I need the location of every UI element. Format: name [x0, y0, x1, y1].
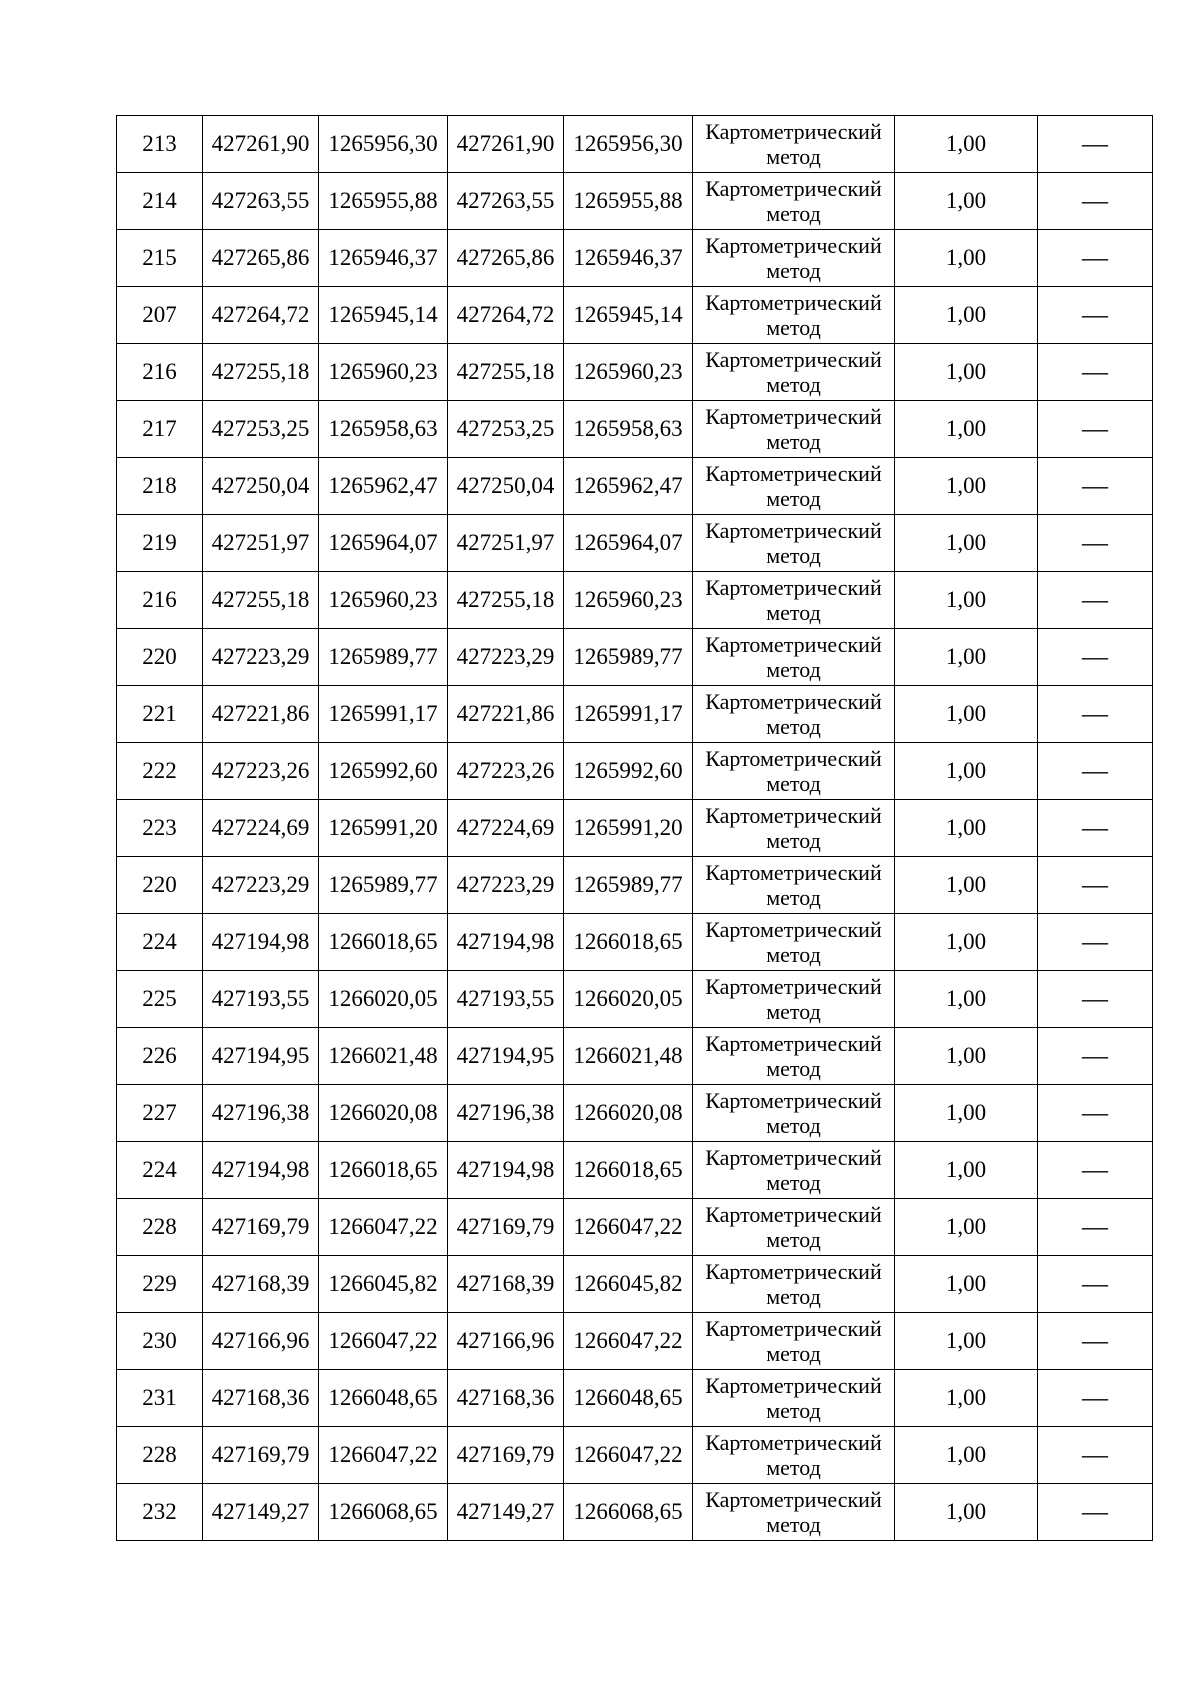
x-existing-cell: 427264,72 — [203, 287, 319, 344]
accuracy-cell: 1,00 — [895, 572, 1038, 629]
method-line-2: метод — [766, 1341, 821, 1366]
table-row — [117, 1085, 1153, 1142]
y-existing-cell: 1266021,48 — [319, 1028, 448, 1085]
y-existing-cell: 1265958,63 — [319, 401, 448, 458]
accuracy-cell: 1,00 — [895, 914, 1038, 971]
y-existing-cell: 1266047,22 — [319, 1199, 448, 1256]
x-existing-cell: 427263,55 — [203, 173, 319, 230]
y-existing-cell: 1266068,65 — [319, 1484, 448, 1541]
y-existing-cell: 1265991,20 — [319, 800, 448, 857]
y-refined-cell: 1266048,65 — [564, 1370, 693, 1427]
method-line-2: метод — [766, 771, 821, 796]
x-existing-cell: 427196,38 — [203, 1085, 319, 1142]
method-line-2: метод — [766, 942, 821, 967]
note-cell: — — [1038, 743, 1153, 800]
method-line-2: метод — [766, 144, 821, 169]
method-cell — [693, 1370, 895, 1427]
note-cell: — — [1038, 401, 1153, 458]
y-refined-cell: 1265962,47 — [564, 458, 693, 515]
x-refined-cell: 427255,18 — [448, 572, 564, 629]
table-row — [117, 173, 1153, 230]
point-number-cell: 231 — [117, 1370, 203, 1427]
point-number-cell: 216 — [117, 344, 203, 401]
method-cell — [693, 629, 895, 686]
accuracy-cell: 1,00 — [895, 401, 1038, 458]
method-line-1: Картометрический — [705, 1031, 882, 1056]
table-row — [117, 971, 1153, 1028]
method-cell — [693, 1142, 895, 1199]
method-line-1: Картометрический — [705, 803, 882, 828]
method-line-2: метод — [766, 1512, 821, 1537]
method-cell — [693, 344, 895, 401]
x-existing-cell: 427251,97 — [203, 515, 319, 572]
method-line-2: метод — [766, 372, 821, 397]
x-existing-cell: 427194,98 — [203, 914, 319, 971]
accuracy-cell: 1,00 — [895, 1484, 1038, 1541]
y-existing-cell: 1265991,17 — [319, 686, 448, 743]
x-existing-cell: 427169,79 — [203, 1427, 319, 1484]
x-existing-cell: 427253,25 — [203, 401, 319, 458]
y-refined-cell: 1265991,17 — [564, 686, 693, 743]
method-line-2: метод — [766, 543, 821, 568]
x-refined-cell: 427149,27 — [448, 1484, 564, 1541]
x-refined-cell: 427196,38 — [448, 1085, 564, 1142]
method-line-2: метод — [766, 600, 821, 625]
x-existing-cell: 427169,79 — [203, 1199, 319, 1256]
method-line-2: метод — [766, 1284, 821, 1309]
accuracy-cell: 1,00 — [895, 629, 1038, 686]
note-cell: — — [1038, 971, 1153, 1028]
point-number-cell: 225 — [117, 971, 203, 1028]
method-cell — [693, 116, 895, 173]
x-refined-cell: 427250,04 — [448, 458, 564, 515]
method-cell — [693, 800, 895, 857]
x-refined-cell: 427223,26 — [448, 743, 564, 800]
x-existing-cell: 427261,90 — [203, 116, 319, 173]
note-cell: — — [1038, 1085, 1153, 1142]
y-refined-cell: 1266018,65 — [564, 1142, 693, 1199]
point-number-cell: 227 — [117, 1085, 203, 1142]
y-existing-cell: 1265955,88 — [319, 173, 448, 230]
method-cell — [693, 287, 895, 344]
table-row — [117, 401, 1153, 458]
method-cell — [693, 971, 895, 1028]
method-line-2: метод — [766, 999, 821, 1024]
x-existing-cell: 427166,96 — [203, 1313, 319, 1370]
x-refined-cell: 427251,97 — [448, 515, 564, 572]
x-refined-cell: 427263,55 — [448, 173, 564, 230]
accuracy-cell: 1,00 — [895, 287, 1038, 344]
point-number-cell: 220 — [117, 629, 203, 686]
method-line-2: метод — [766, 258, 821, 283]
method-cell — [693, 401, 895, 458]
method-cell — [693, 1199, 895, 1256]
note-cell: — — [1038, 344, 1153, 401]
point-number-cell: 224 — [117, 1142, 203, 1199]
method-line-1: Картометрический — [705, 917, 882, 942]
method-cell — [693, 686, 895, 743]
x-existing-cell: 427168,36 — [203, 1370, 319, 1427]
point-number-cell: 232 — [117, 1484, 203, 1541]
method-line-1: Картометрический — [705, 347, 882, 372]
note-cell: — — [1038, 686, 1153, 743]
table-row — [117, 344, 1153, 401]
x-existing-cell: 427193,55 — [203, 971, 319, 1028]
x-refined-cell: 427261,90 — [448, 116, 564, 173]
x-existing-cell: 427221,86 — [203, 686, 319, 743]
point-number-cell: 222 — [117, 743, 203, 800]
table-row — [117, 515, 1153, 572]
method-line-1: Картометрический — [705, 290, 882, 315]
accuracy-cell: 1,00 — [895, 230, 1038, 287]
method-cell — [693, 1484, 895, 1541]
y-refined-cell: 1266020,05 — [564, 971, 693, 1028]
accuracy-cell: 1,00 — [895, 1028, 1038, 1085]
y-refined-cell: 1266018,65 — [564, 914, 693, 971]
note-cell: — — [1038, 1199, 1153, 1256]
point-number-cell: 228 — [117, 1199, 203, 1256]
x-existing-cell: 427194,98 — [203, 1142, 319, 1199]
table-row — [117, 1313, 1153, 1370]
point-number-cell: 207 — [117, 287, 203, 344]
coordinates-table — [116, 115, 1153, 1541]
x-refined-cell: 427223,29 — [448, 857, 564, 914]
y-refined-cell: 1265956,30 — [564, 116, 693, 173]
method-line-2: метод — [766, 429, 821, 454]
y-refined-cell: 1265955,88 — [564, 173, 693, 230]
y-existing-cell: 1266045,82 — [319, 1256, 448, 1313]
method-line-1: Картометрический — [705, 575, 882, 600]
table-row — [117, 743, 1153, 800]
method-cell — [693, 515, 895, 572]
method-line-1: Картометрический — [705, 518, 882, 543]
table-row — [117, 914, 1153, 971]
point-number-cell: 223 — [117, 800, 203, 857]
table-row — [117, 572, 1153, 629]
point-number-cell: 226 — [117, 1028, 203, 1085]
method-cell — [693, 230, 895, 287]
method-line-1: Картометрический — [705, 176, 882, 201]
point-number-cell: 218 — [117, 458, 203, 515]
accuracy-cell: 1,00 — [895, 173, 1038, 230]
y-existing-cell: 1265945,14 — [319, 287, 448, 344]
note-cell: — — [1038, 1370, 1153, 1427]
x-refined-cell: 427265,86 — [448, 230, 564, 287]
point-number-cell: 213 — [117, 116, 203, 173]
method-line-2: метод — [766, 315, 821, 340]
method-cell — [693, 1256, 895, 1313]
accuracy-cell: 1,00 — [895, 344, 1038, 401]
method-line-1: Картометрический — [705, 233, 882, 258]
accuracy-cell: 1,00 — [895, 1142, 1038, 1199]
y-existing-cell: 1265989,77 — [319, 629, 448, 686]
x-existing-cell: 427149,27 — [203, 1484, 319, 1541]
accuracy-cell: 1,00 — [895, 1427, 1038, 1484]
point-number-cell: 224 — [117, 914, 203, 971]
x-refined-cell: 427169,79 — [448, 1427, 564, 1484]
method-line-2: метод — [766, 657, 821, 682]
method-line-1: Картометрический — [705, 974, 882, 999]
x-refined-cell: 427194,98 — [448, 914, 564, 971]
table-row — [117, 116, 1153, 173]
y-refined-cell: 1265989,77 — [564, 629, 693, 686]
y-refined-cell: 1265945,14 — [564, 287, 693, 344]
x-existing-cell: 427223,26 — [203, 743, 319, 800]
point-number-cell: 219 — [117, 515, 203, 572]
method-line-1: Картометрический — [705, 1316, 882, 1341]
note-cell: — — [1038, 857, 1153, 914]
method-line-1: Картометрический — [705, 632, 882, 657]
table-row — [117, 1142, 1153, 1199]
method-line-2: метод — [766, 885, 821, 910]
method-line-1: Картометрический — [705, 746, 882, 771]
table-row — [117, 1199, 1153, 1256]
accuracy-cell: 1,00 — [895, 458, 1038, 515]
x-refined-cell: 427168,36 — [448, 1370, 564, 1427]
note-cell: — — [1038, 572, 1153, 629]
x-refined-cell: 427168,39 — [448, 1256, 564, 1313]
x-refined-cell: 427224,69 — [448, 800, 564, 857]
accuracy-cell: 1,00 — [895, 1370, 1038, 1427]
y-refined-cell: 1266045,82 — [564, 1256, 693, 1313]
x-existing-cell: 427223,29 — [203, 629, 319, 686]
accuracy-cell: 1,00 — [895, 1256, 1038, 1313]
method-line-2: метод — [766, 1227, 821, 1252]
method-cell — [693, 1313, 895, 1370]
method-cell — [693, 173, 895, 230]
method-cell — [693, 458, 895, 515]
y-existing-cell: 1265964,07 — [319, 515, 448, 572]
table-row — [117, 629, 1153, 686]
method-line-2: метод — [766, 1170, 821, 1195]
accuracy-cell: 1,00 — [895, 1085, 1038, 1142]
table-row — [117, 857, 1153, 914]
method-line-2: метод — [766, 1455, 821, 1480]
method-line-2: метод — [766, 1056, 821, 1081]
x-refined-cell: 427221,86 — [448, 686, 564, 743]
note-cell: — — [1038, 629, 1153, 686]
point-number-cell: 220 — [117, 857, 203, 914]
note-cell: — — [1038, 173, 1153, 230]
method-line-1: Картометрический — [705, 404, 882, 429]
y-refined-cell: 1266020,08 — [564, 1085, 693, 1142]
y-refined-cell: 1265958,63 — [564, 401, 693, 458]
method-line-2: метод — [766, 1398, 821, 1423]
x-refined-cell: 427166,96 — [448, 1313, 564, 1370]
table-row — [117, 458, 1153, 515]
method-cell — [693, 1028, 895, 1085]
y-refined-cell: 1265960,23 — [564, 572, 693, 629]
y-existing-cell: 1266018,65 — [319, 914, 448, 971]
note-cell: — — [1038, 914, 1153, 971]
table-row — [117, 1427, 1153, 1484]
point-number-cell: 221 — [117, 686, 203, 743]
point-number-cell: 230 — [117, 1313, 203, 1370]
y-existing-cell: 1266020,05 — [319, 971, 448, 1028]
method-line-1: Картометрический — [705, 1487, 882, 1512]
note-cell: — — [1038, 287, 1153, 344]
note-cell: — — [1038, 230, 1153, 287]
method-line-1: Картометрический — [705, 689, 882, 714]
accuracy-cell: 1,00 — [895, 743, 1038, 800]
accuracy-cell: 1,00 — [895, 686, 1038, 743]
point-number-cell: 217 — [117, 401, 203, 458]
point-number-cell: 216 — [117, 572, 203, 629]
x-existing-cell: 427255,18 — [203, 344, 319, 401]
accuracy-cell: 1,00 — [895, 1313, 1038, 1370]
method-line-2: метод — [766, 714, 821, 739]
note-cell: — — [1038, 1256, 1153, 1313]
note-cell: — — [1038, 515, 1153, 572]
method-line-2: метод — [766, 486, 821, 511]
point-number-cell: 228 — [117, 1427, 203, 1484]
y-existing-cell: 1266018,65 — [319, 1142, 448, 1199]
method-line-2: метод — [766, 201, 821, 226]
y-refined-cell: 1265960,23 — [564, 344, 693, 401]
note-cell: — — [1038, 1028, 1153, 1085]
table-row — [117, 1256, 1153, 1313]
x-existing-cell: 427168,39 — [203, 1256, 319, 1313]
note-cell: — — [1038, 1313, 1153, 1370]
method-line-2: метод — [766, 1113, 821, 1138]
x-refined-cell: 427223,29 — [448, 629, 564, 686]
x-refined-cell: 427255,18 — [448, 344, 564, 401]
accuracy-cell: 1,00 — [895, 857, 1038, 914]
note-cell: — — [1038, 1142, 1153, 1199]
accuracy-cell: 1,00 — [895, 800, 1038, 857]
y-refined-cell: 1265964,07 — [564, 515, 693, 572]
method-cell — [693, 1085, 895, 1142]
method-cell — [693, 572, 895, 629]
x-refined-cell: 427194,98 — [448, 1142, 564, 1199]
table-row — [117, 1370, 1153, 1427]
note-cell: — — [1038, 1427, 1153, 1484]
y-existing-cell: 1265992,60 — [319, 743, 448, 800]
y-existing-cell: 1265962,47 — [319, 458, 448, 515]
method-cell — [693, 743, 895, 800]
note-cell: — — [1038, 458, 1153, 515]
note-cell: — — [1038, 800, 1153, 857]
table-row — [117, 686, 1153, 743]
table-row — [117, 1028, 1153, 1085]
table-row — [117, 1484, 1153, 1541]
method-cell — [693, 1427, 895, 1484]
method-line-1: Картометрический — [705, 1373, 882, 1398]
x-refined-cell: 427193,55 — [448, 971, 564, 1028]
method-line-1: Картометрический — [705, 1202, 882, 1227]
x-refined-cell: 427169,79 — [448, 1199, 564, 1256]
method-cell — [693, 914, 895, 971]
x-refined-cell: 427194,95 — [448, 1028, 564, 1085]
method-cell — [693, 857, 895, 914]
y-refined-cell: 1266047,22 — [564, 1427, 693, 1484]
y-refined-cell: 1266021,48 — [564, 1028, 693, 1085]
accuracy-cell: 1,00 — [895, 1199, 1038, 1256]
x-existing-cell: 427255,18 — [203, 572, 319, 629]
method-line-1: Картометрический — [705, 1259, 882, 1284]
y-refined-cell: 1266068,65 — [564, 1484, 693, 1541]
y-existing-cell: 1266020,08 — [319, 1085, 448, 1142]
table-row — [117, 287, 1153, 344]
x-existing-cell: 427250,04 — [203, 458, 319, 515]
y-refined-cell: 1265991,20 — [564, 800, 693, 857]
x-existing-cell: 427265,86 — [203, 230, 319, 287]
point-number-cell: 214 — [117, 173, 203, 230]
y-existing-cell: 1265960,23 — [319, 344, 448, 401]
x-existing-cell: 427194,95 — [203, 1028, 319, 1085]
y-refined-cell: 1265989,77 — [564, 857, 693, 914]
y-existing-cell: 1265960,23 — [319, 572, 448, 629]
table-body — [117, 116, 1153, 1541]
x-existing-cell: 427224,69 — [203, 800, 319, 857]
point-number-cell: 215 — [117, 230, 203, 287]
point-number-cell: 229 — [117, 1256, 203, 1313]
x-existing-cell: 427223,29 — [203, 857, 319, 914]
method-line-2: метод — [766, 828, 821, 853]
y-existing-cell: 1265956,30 — [319, 116, 448, 173]
y-refined-cell: 1265946,37 — [564, 230, 693, 287]
x-refined-cell: 427253,25 — [448, 401, 564, 458]
method-line-1: Картометрический — [705, 1145, 882, 1170]
y-existing-cell: 1266047,22 — [319, 1427, 448, 1484]
accuracy-cell: 1,00 — [895, 971, 1038, 1028]
y-existing-cell: 1265946,37 — [319, 230, 448, 287]
note-cell: — — [1038, 1484, 1153, 1541]
table-row — [117, 230, 1153, 287]
y-refined-cell: 1266047,22 — [564, 1199, 693, 1256]
y-existing-cell: 1266047,22 — [319, 1313, 448, 1370]
method-line-1: Картометрический — [705, 119, 882, 144]
method-line-1: Картометрический — [705, 1088, 882, 1113]
method-line-1: Картометрический — [705, 860, 882, 885]
method-line-1: Картометрический — [705, 461, 882, 486]
x-refined-cell: 427264,72 — [448, 287, 564, 344]
accuracy-cell: 1,00 — [895, 116, 1038, 173]
y-refined-cell: 1266047,22 — [564, 1313, 693, 1370]
method-line-1: Картометрический — [705, 1430, 882, 1455]
note-cell: — — [1038, 116, 1153, 173]
y-existing-cell: 1266048,65 — [319, 1370, 448, 1427]
accuracy-cell: 1,00 — [895, 515, 1038, 572]
y-existing-cell: 1265989,77 — [319, 857, 448, 914]
y-refined-cell: 1265992,60 — [564, 743, 693, 800]
table-row — [117, 800, 1153, 857]
